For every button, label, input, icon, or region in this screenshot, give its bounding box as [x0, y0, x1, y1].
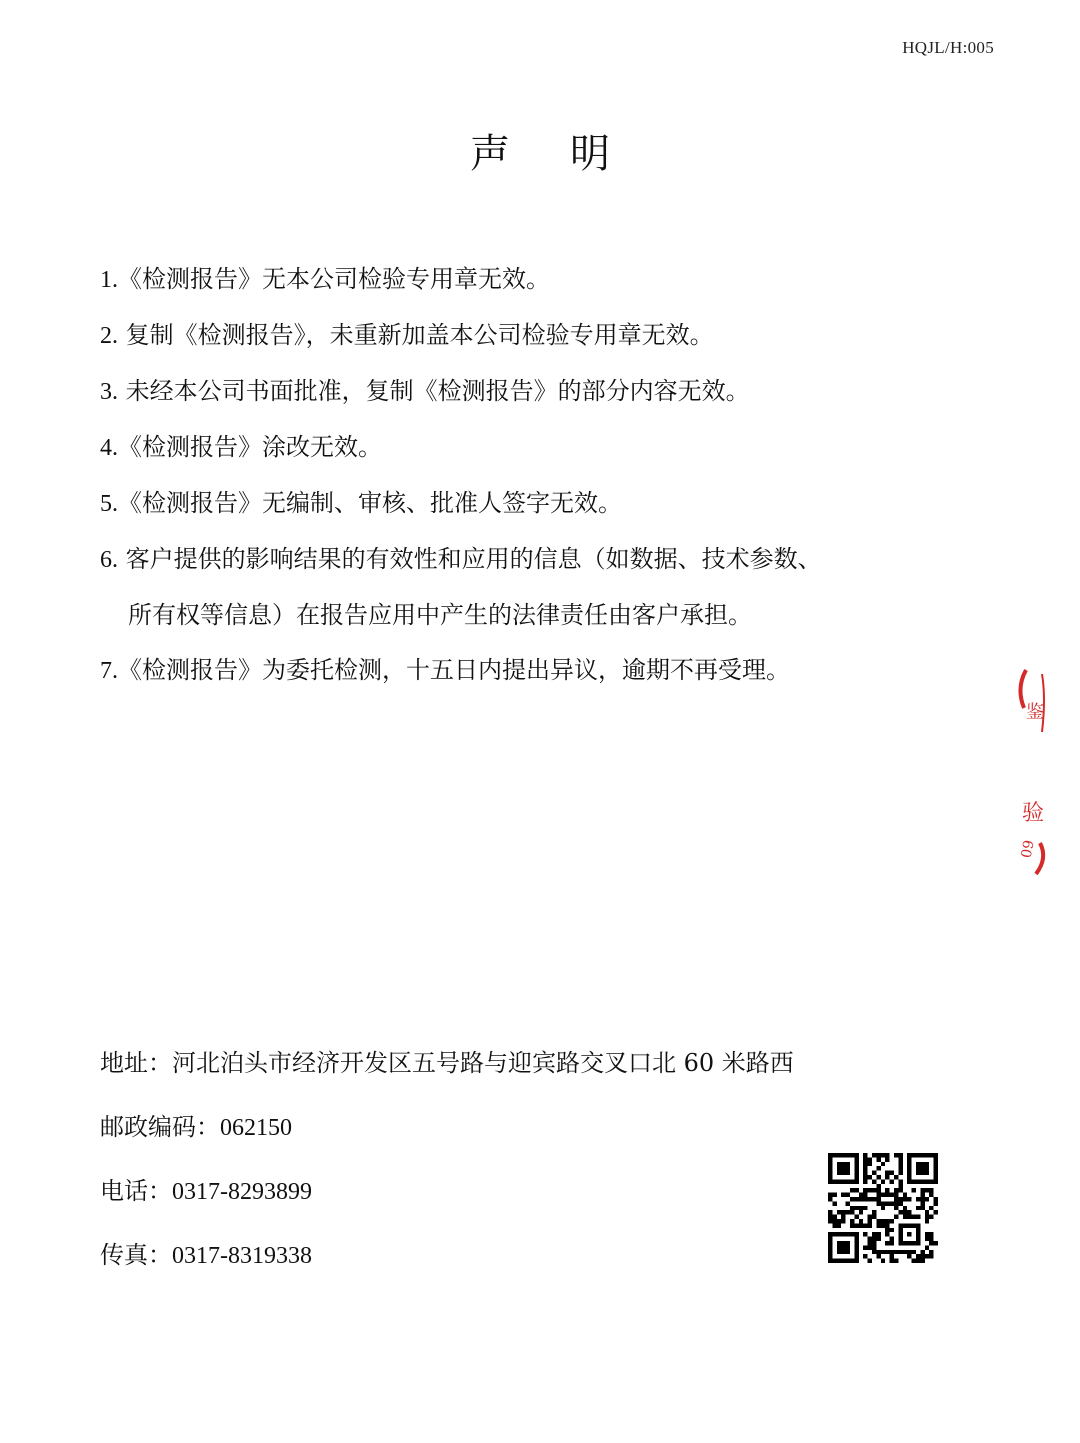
qr-module: [920, 1250, 924, 1254]
qr-module: [863, 1232, 867, 1236]
qr-module: [876, 1197, 880, 1201]
statement-continuation: 所有权等信息）在报告应用中产生的法律责任由客户承担。: [128, 601, 752, 629]
qr-module: [854, 1206, 858, 1210]
qr-module: [828, 1193, 832, 1197]
qr-module: [890, 1193, 894, 1197]
postcode-label: 邮政编码：: [100, 1113, 220, 1141]
qr-module: [885, 1223, 889, 1227]
qr-module: [868, 1175, 872, 1179]
qr-module: [876, 1157, 880, 1161]
statement-item-2: [100, 308, 900, 364]
qr-module: [868, 1237, 872, 1241]
qr-module: [907, 1254, 911, 1258]
qr-module: [890, 1237, 894, 1241]
qr-module: [934, 1210, 938, 1214]
qr-module: [881, 1223, 885, 1227]
qr-module: [903, 1193, 907, 1197]
qr-module: [828, 1219, 832, 1223]
qr-module: [890, 1254, 894, 1258]
qr-module: [920, 1201, 924, 1205]
qr-module: [929, 1188, 933, 1192]
qr-module: [898, 1153, 902, 1157]
page-title: 声明: [470, 131, 670, 177]
qr-module: [894, 1250, 898, 1254]
qr-module: [881, 1193, 885, 1197]
qr-module: [854, 1223, 858, 1227]
statement-text: 客户提供的影响结果的有效性和应用的信息（如数据、技术参数、: [118, 545, 822, 573]
qr-module: [859, 1219, 863, 1223]
statement-number: 2.: [100, 323, 118, 349]
qr-module: [872, 1179, 876, 1183]
qr-module: [907, 1197, 911, 1201]
address-line: [100, 1040, 794, 1104]
qr-module: [863, 1188, 867, 1192]
qr-module: [894, 1153, 898, 1157]
qr-module: [920, 1188, 924, 1192]
qr-module: [876, 1254, 880, 1258]
qr-module: [872, 1188, 876, 1192]
qr-module: [885, 1153, 889, 1157]
address-label: 地址：: [100, 1049, 172, 1077]
qr-module: [885, 1241, 889, 1245]
qr-module: [863, 1254, 867, 1258]
postcode-value: 062150: [220, 1115, 292, 1141]
qr-module: [890, 1250, 894, 1254]
qr-module: [881, 1162, 885, 1166]
statement-item-5: [100, 476, 900, 532]
qr-module: [881, 1259, 885, 1263]
seal-stamp-text: 验: [1022, 801, 1045, 826]
statement-text: 《检测报告》无编制、审核、批准人签字无效。: [118, 489, 622, 517]
qr-module: [859, 1193, 863, 1197]
qr-module: [828, 1210, 832, 1214]
qr-module: [859, 1223, 863, 1227]
qr-module: [890, 1179, 894, 1183]
qr-module: [890, 1259, 894, 1263]
seal-stamp-digits: 09: [1018, 838, 1038, 860]
qr-module: [863, 1223, 867, 1227]
qr-module: [885, 1175, 889, 1179]
qr-module: [868, 1197, 872, 1201]
qr-module: [907, 1215, 911, 1219]
statement-number: 4.: [100, 435, 118, 461]
qr-module: [868, 1259, 872, 1263]
qr-module: [894, 1188, 898, 1192]
qr-module: [868, 1241, 872, 1245]
qr-module: [929, 1241, 933, 1245]
qr-module: [872, 1153, 876, 1157]
qr-module: [850, 1188, 854, 1192]
qr-module: [863, 1166, 867, 1170]
qr-module: [934, 1241, 938, 1245]
qr-module: [920, 1259, 924, 1263]
fax-label: 传真：: [100, 1241, 172, 1269]
qr-module: [885, 1193, 889, 1197]
qr-module: [872, 1250, 876, 1254]
qr-module: [885, 1250, 889, 1254]
qr-module: [876, 1193, 880, 1197]
qr-module: [868, 1162, 872, 1166]
qr-module: [837, 1210, 841, 1214]
qr-module: [850, 1219, 854, 1223]
qr-module: [925, 1245, 929, 1249]
qr-module: [832, 1223, 836, 1227]
fax-line: [100, 1232, 794, 1296]
statement-text: 《检测报告》为委托检测，十五日内提出异议，逾期不再受理。: [118, 656, 790, 684]
statement-text: 复制《检测报告》，未重新加盖本公司检验专用章无效。: [118, 321, 714, 349]
qr-module: [920, 1197, 924, 1201]
qr-module: [885, 1201, 889, 1205]
statement-number: 1.: [100, 267, 118, 293]
qr-module: [850, 1223, 854, 1227]
qr-module: [850, 1206, 854, 1210]
seal-stamp-fragment: [1012, 668, 1052, 878]
qr-module: [894, 1193, 898, 1197]
qr-module: [859, 1210, 863, 1214]
qr-module: [850, 1197, 854, 1201]
qr-module: [920, 1193, 924, 1197]
qr-finder-inner-tr: [916, 1162, 929, 1175]
qr-module: [868, 1219, 872, 1223]
qr-module: [920, 1206, 924, 1210]
qr-module: [925, 1188, 929, 1192]
qr-module: [881, 1153, 885, 1157]
qr-module: [912, 1215, 916, 1219]
qr-module: [898, 1179, 902, 1183]
qr-module: [841, 1215, 845, 1219]
contact-info: [100, 1040, 794, 1296]
qr-module: [881, 1201, 885, 1205]
qr-module: [876, 1232, 880, 1236]
statement-number: 3.: [100, 379, 118, 405]
qr-module: [920, 1254, 924, 1258]
postcode-line: [100, 1104, 794, 1168]
qr-module: [832, 1219, 836, 1223]
fax-value: 0317-8319338: [172, 1243, 312, 1269]
qr-module: [903, 1197, 907, 1201]
qr-module: [894, 1175, 898, 1179]
qr-module: [872, 1210, 876, 1214]
qr-module: [929, 1232, 933, 1236]
qr-module: [885, 1232, 889, 1236]
qr-module: [898, 1197, 902, 1201]
qr-module: [890, 1171, 894, 1175]
qr-module: [890, 1241, 894, 1245]
qr-module: [898, 1210, 902, 1214]
qr-alignment-inner: [907, 1232, 911, 1236]
qr-module: [898, 1184, 902, 1188]
qr-module: [885, 1157, 889, 1161]
qr-module: [863, 1245, 867, 1249]
qr-module: [894, 1215, 898, 1219]
qr-module: [881, 1219, 885, 1223]
qr-module: [863, 1171, 867, 1175]
qr-module: [854, 1197, 858, 1201]
qr-module: [841, 1193, 845, 1197]
qr-module: [898, 1162, 902, 1166]
qr-module: [925, 1232, 929, 1236]
qr-module: [868, 1215, 872, 1219]
qr-module: [876, 1201, 880, 1205]
qr-module: [859, 1197, 863, 1201]
qr-module: [898, 1171, 902, 1175]
statement-text: 《检测报告》涂改无效。: [118, 433, 382, 461]
qr-module: [881, 1250, 885, 1254]
qr-module: [890, 1201, 894, 1205]
statement-list: [100, 252, 900, 699]
qr-module: [872, 1241, 876, 1245]
qr-finder-inner-bl: [837, 1241, 850, 1254]
qr-module: [837, 1219, 841, 1223]
qr-module: [872, 1215, 876, 1219]
qr-module: [907, 1250, 911, 1254]
qr-module: [863, 1193, 867, 1197]
qr-module: [894, 1197, 898, 1201]
qr-module: [929, 1206, 933, 1210]
qr-module: [872, 1245, 876, 1249]
qr-module: [907, 1210, 911, 1214]
qr-module: [868, 1188, 872, 1192]
qr-module: [863, 1197, 867, 1201]
qr-module: [863, 1175, 867, 1179]
qr-module: [934, 1201, 938, 1205]
qr-module: [885, 1219, 889, 1223]
statement-number: 6.: [100, 547, 118, 573]
qr-module: [876, 1175, 880, 1179]
qr-module: [863, 1179, 867, 1183]
statement-item-6: [100, 532, 900, 643]
qr-module: [876, 1223, 880, 1227]
qr-module: [841, 1219, 845, 1223]
qr-module: [868, 1157, 872, 1161]
qr-module: [885, 1188, 889, 1192]
qr-module: [876, 1219, 880, 1223]
qr-module: [929, 1250, 933, 1254]
statement-item-7: [100, 643, 900, 699]
qr-module: [846, 1210, 850, 1214]
qr-module: [916, 1197, 920, 1201]
qr-module: [925, 1197, 929, 1201]
statement-item-1: [100, 252, 900, 308]
qr-module: [863, 1206, 867, 1210]
qr-module: [912, 1250, 916, 1254]
seal-stamp-char: 鉴: [1026, 702, 1044, 723]
qr-module: [876, 1153, 880, 1157]
qr-module: [916, 1215, 920, 1219]
qr-module: [881, 1206, 885, 1210]
qr-module: [876, 1188, 880, 1192]
qr-module: [929, 1254, 933, 1258]
phone-value: 0317-8293899: [172, 1179, 312, 1205]
statement-text: 《检测报告》无本公司检验专用章无效。: [118, 265, 550, 293]
qr-module: [850, 1210, 854, 1214]
qr-module: [925, 1254, 929, 1258]
qr-module: [881, 1179, 885, 1183]
qr-module: [898, 1188, 902, 1192]
qr-module: [925, 1219, 929, 1223]
address-value: 河北泊头市经济开发区五号路与迎宾路交叉口北 60 米路西: [172, 1049, 794, 1077]
qr-module: [894, 1206, 898, 1210]
qr-module: [898, 1201, 902, 1205]
qr-module: [916, 1259, 920, 1263]
qr-module: [863, 1153, 867, 1157]
qr-module: [846, 1193, 850, 1197]
qr-finder-inner-tl: [837, 1162, 850, 1175]
qr-module: [828, 1215, 832, 1219]
statement-item-3: [100, 364, 900, 420]
qr-module: [854, 1215, 858, 1219]
qr-module: [832, 1215, 836, 1219]
phone-label: 电话：: [100, 1177, 172, 1205]
qr-module: [868, 1223, 872, 1227]
qr-module: [929, 1215, 933, 1219]
qr-module: [903, 1250, 907, 1254]
qr-module: [872, 1171, 876, 1175]
qr-module: [868, 1245, 872, 1249]
qr-module: [846, 1201, 850, 1205]
qr-module: [832, 1193, 836, 1197]
qr-module: [903, 1215, 907, 1219]
qr-module: [890, 1219, 894, 1223]
qr-module: [872, 1197, 876, 1201]
qr-module: [859, 1206, 863, 1210]
statement-number: 7.: [100, 658, 118, 684]
qr-module: [898, 1157, 902, 1161]
qr-module: [837, 1223, 841, 1227]
qr-module: [890, 1228, 894, 1232]
qr-module: [925, 1210, 929, 1214]
qr-module: [876, 1250, 880, 1254]
qr-module: [898, 1250, 902, 1254]
qr-module: [916, 1206, 920, 1210]
qr-module: [912, 1259, 916, 1263]
qr-module: [925, 1215, 929, 1219]
qr-code-icon: [828, 1153, 938, 1263]
qr-module: [898, 1166, 902, 1170]
qr-module: [929, 1237, 933, 1241]
qr-module: [903, 1206, 907, 1210]
document-code: HQJL/H:005: [902, 38, 994, 57]
qr-module: [828, 1197, 832, 1201]
qr-module: [872, 1237, 876, 1241]
qr-module: [912, 1188, 916, 1192]
qr-module: [863, 1162, 867, 1166]
qr-module: [841, 1210, 845, 1214]
qr-module: [916, 1254, 920, 1258]
qr-module: [925, 1237, 929, 1241]
statement-number: 5.: [100, 491, 118, 517]
statement-item-4: [100, 420, 900, 476]
qr-module: [876, 1166, 880, 1170]
qr-module: [903, 1210, 907, 1214]
qr-module: [894, 1201, 898, 1205]
qr-module: [876, 1184, 880, 1188]
qr-module: [863, 1157, 867, 1161]
qr-module: [876, 1237, 880, 1241]
qr-module: [832, 1201, 836, 1205]
seal-stamp-arc-bottom: [1036, 843, 1043, 874]
qr-module: [854, 1188, 858, 1192]
qr-module: [929, 1193, 933, 1197]
qr-module: [885, 1228, 889, 1232]
phone-line: [100, 1168, 794, 1232]
qr-module: [894, 1259, 898, 1263]
statement-text: 未经本公司书面批准，复制《检测报告》的部分内容无效。: [118, 377, 750, 405]
qr-module: [872, 1232, 876, 1236]
qr-module: [934, 1197, 938, 1201]
qr-module: [885, 1171, 889, 1175]
